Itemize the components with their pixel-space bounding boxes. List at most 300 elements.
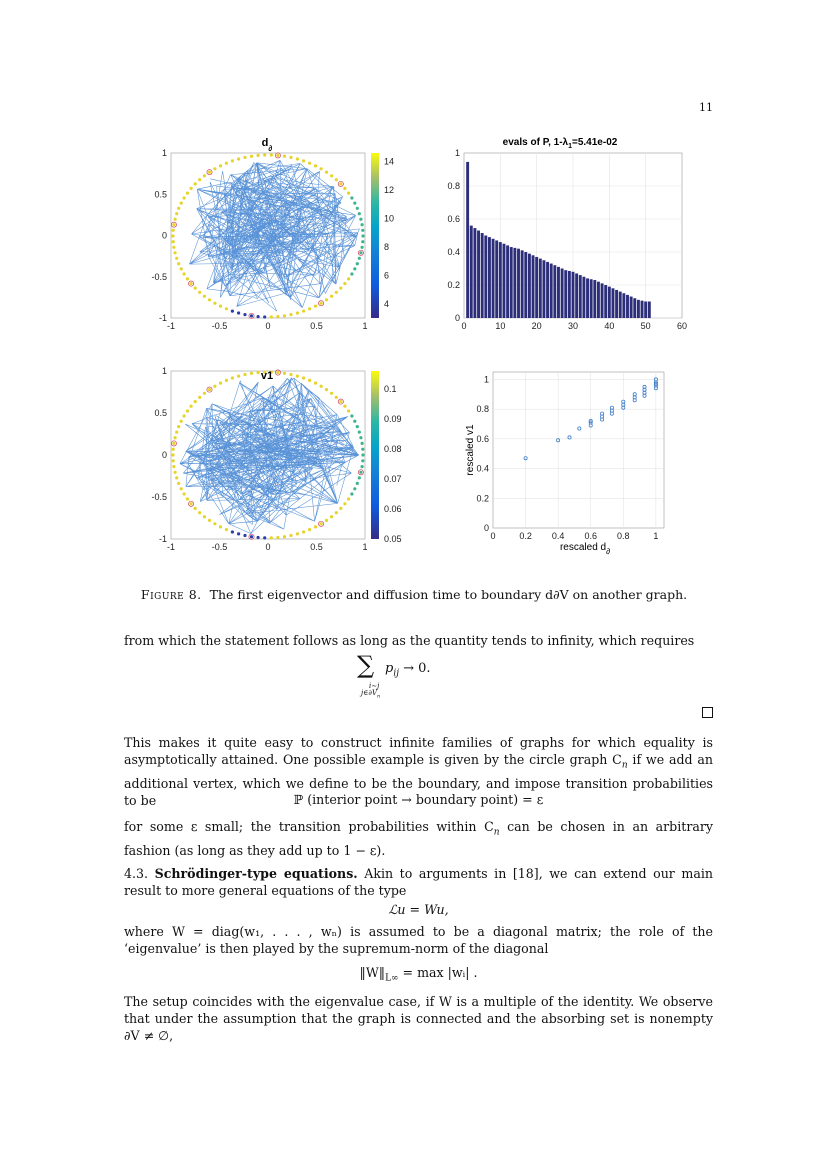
node	[347, 409, 350, 412]
node	[359, 251, 362, 254]
node	[308, 379, 311, 382]
node	[225, 162, 228, 165]
y-tick-label: -0.5	[151, 271, 167, 282]
node	[257, 154, 260, 157]
node	[174, 218, 177, 221]
panel-d-ylabel: rescaled v1	[465, 424, 476, 476]
paragraph-2: This makes it quite easy to construct infinite families of graphs for which equality is asymptotically attained. One possible example is given by the circle graph $C_n$ if we add an additional vertex, which we define to be the boundary, and impose transition probabilities to be	[124, 735, 713, 808]
eq1-under2-sub: n	[377, 693, 381, 700]
x-tick-label: 50	[640, 321, 651, 331]
node	[180, 267, 183, 270]
node	[335, 396, 338, 399]
node	[270, 153, 273, 156]
bar	[492, 239, 495, 318]
node	[339, 400, 342, 403]
figure-caption	[124, 587, 704, 602]
node	[243, 534, 246, 537]
node	[177, 482, 180, 485]
paragraph-1: from which the statement follows as long as the quantity tends to infinity, which requires	[124, 633, 695, 648]
colorbar-tick-label: 0.06	[384, 504, 402, 514]
node	[361, 246, 364, 249]
panel-evals	[447, 137, 687, 331]
node	[361, 448, 364, 451]
node	[283, 535, 286, 538]
node	[289, 156, 292, 159]
node	[243, 313, 246, 316]
node	[219, 382, 222, 385]
bar	[604, 285, 607, 318]
panel-graph-d	[151, 137, 394, 331]
node	[276, 536, 279, 539]
node	[296, 532, 299, 535]
node	[172, 465, 175, 468]
bar	[517, 249, 520, 318]
node	[171, 453, 174, 456]
node	[183, 414, 186, 417]
node	[289, 373, 292, 376]
node	[308, 528, 311, 531]
panel-scatter	[465, 372, 664, 556]
bar	[561, 269, 564, 319]
node	[172, 442, 175, 445]
node	[361, 234, 364, 237]
node	[174, 251, 177, 254]
node	[320, 522, 323, 525]
y-tick-label: 0	[454, 313, 460, 323]
node	[186, 277, 189, 280]
node	[231, 530, 234, 533]
bar	[586, 278, 589, 318]
node	[213, 167, 216, 170]
x-tick-label: 0.4	[551, 531, 565, 541]
node	[177, 425, 180, 428]
node	[347, 192, 350, 195]
node	[270, 536, 273, 539]
node	[174, 436, 177, 439]
node	[353, 487, 356, 490]
eq1-under1: i∼j	[369, 682, 380, 690]
node	[358, 431, 361, 434]
node	[237, 375, 240, 378]
node	[213, 522, 216, 525]
node	[296, 375, 299, 378]
node	[283, 314, 286, 317]
node	[276, 154, 279, 157]
x-tick-label: -1	[166, 321, 176, 331]
node	[250, 372, 253, 375]
section-title: Schrödinger-type equations.	[154, 866, 358, 881]
eq1-p: p	[385, 661, 394, 676]
node	[308, 162, 311, 165]
node	[350, 272, 353, 275]
x-tick-label: 0	[265, 321, 271, 331]
bar	[524, 252, 527, 318]
node	[330, 174, 333, 177]
x-tick-label: 1	[362, 542, 368, 552]
bar	[575, 273, 578, 318]
panel-a-title: $d_\partial$	[261, 137, 273, 153]
bar	[513, 248, 516, 318]
node	[171, 234, 174, 237]
y-tick-label: 0.2	[476, 493, 489, 504]
bar	[484, 236, 487, 319]
node	[219, 525, 222, 528]
node	[308, 307, 311, 310]
bar	[590, 279, 593, 318]
x-tick-label: -1	[166, 542, 176, 552]
node	[194, 400, 197, 403]
bar	[542, 260, 545, 318]
node	[208, 298, 211, 301]
node	[257, 315, 260, 318]
x-tick-label: 40	[604, 321, 615, 331]
bar	[637, 300, 640, 318]
x-tick-label: 10	[495, 321, 506, 331]
bar	[506, 245, 509, 318]
node	[186, 192, 189, 195]
colorbar-tick-label: 0.08	[384, 444, 402, 454]
bar	[648, 302, 651, 319]
node	[276, 371, 279, 374]
y-tick-label: 0.4	[476, 463, 489, 474]
y-tick-label: 0.2	[447, 280, 460, 290]
node	[353, 420, 356, 423]
node	[194, 182, 197, 185]
node	[177, 207, 180, 210]
node	[257, 371, 260, 374]
node	[180, 420, 183, 423]
bar	[630, 297, 633, 318]
node	[330, 392, 333, 395]
x-tick-label: 0.5	[310, 321, 323, 331]
bar	[535, 257, 538, 318]
node	[358, 257, 361, 260]
equation-prob: ℙ (interior point → boundary point) = ε	[293, 792, 544, 807]
node	[347, 277, 350, 280]
colorbar-c	[371, 371, 379, 539]
node	[343, 405, 346, 408]
node	[361, 240, 364, 243]
node	[194, 507, 197, 510]
bar	[626, 295, 629, 318]
node	[250, 155, 253, 158]
node	[263, 153, 266, 156]
node	[320, 385, 323, 388]
node	[190, 405, 193, 408]
y-tick-label: 1	[161, 366, 167, 376]
node	[183, 196, 186, 199]
bar	[572, 272, 575, 318]
colorbar-a-ticks	[384, 157, 394, 309]
paragraph-6: The setup coincides with the eigenvalue case, if W is a multiple of the identity. We observe that under the assumption that the graph is connected and the absorbing set is nonempty ∂V ≠ ∅,	[124, 994, 713, 1043]
node	[350, 492, 353, 495]
eq1-under2: j∈∂V	[361, 689, 378, 697]
bar	[612, 288, 615, 318]
node	[172, 223, 175, 226]
node	[359, 218, 362, 221]
node	[343, 187, 346, 190]
y-tick-label: -0.5	[151, 492, 167, 502]
node	[219, 305, 222, 308]
node	[356, 425, 359, 428]
bar	[608, 287, 611, 318]
panel-c-title: v1	[260, 370, 274, 382]
node	[190, 502, 193, 505]
bar	[615, 290, 618, 318]
caption-text: The first eigenvector and diffusion time to boundary d∂V on another graph.	[209, 587, 688, 602]
node	[225, 307, 228, 310]
node	[325, 171, 328, 174]
node	[356, 262, 359, 265]
node	[263, 536, 266, 539]
x-tick-label: 0	[265, 542, 271, 552]
colorbar-tick-label: 12	[384, 184, 395, 195]
qed-box	[702, 707, 713, 718]
node	[237, 157, 240, 160]
bar	[564, 270, 567, 318]
y-tick-label: 0	[161, 450, 167, 460]
node	[302, 159, 305, 162]
node	[358, 476, 361, 479]
node	[339, 507, 342, 510]
equation-schrodinger: ℒu = Wu,	[388, 902, 449, 917]
node	[361, 223, 364, 226]
bar	[619, 292, 622, 318]
node	[339, 287, 342, 290]
node	[257, 536, 260, 539]
page-number: 11	[699, 101, 713, 114]
node	[250, 535, 253, 538]
node	[335, 291, 338, 294]
node	[356, 482, 359, 485]
node	[172, 459, 175, 462]
bar	[470, 226, 473, 318]
node	[302, 530, 305, 533]
colorbar-tick-label: 0.07	[384, 474, 402, 484]
bar	[579, 275, 582, 318]
node	[190, 187, 193, 190]
y-tick-label: -1	[158, 313, 167, 323]
panel-d-xlabel: rescaled $d_\partial$	[559, 542, 611, 556]
node	[172, 240, 175, 243]
bar	[597, 282, 600, 318]
node	[358, 212, 361, 215]
node	[194, 287, 197, 290]
y-tick-label: 0.8	[447, 181, 460, 191]
node	[175, 431, 178, 434]
node	[203, 295, 206, 298]
node	[198, 291, 201, 294]
node	[225, 379, 228, 382]
node	[350, 414, 353, 417]
bar	[503, 244, 506, 318]
bar	[568, 271, 571, 318]
y-tick-label: 1	[483, 374, 489, 385]
node	[289, 534, 292, 537]
x-tick-label: 0.8	[617, 531, 630, 541]
node	[203, 392, 206, 395]
node	[359, 436, 362, 439]
node	[296, 311, 299, 314]
eq1-sub: ij	[393, 668, 399, 679]
node	[213, 385, 216, 388]
node	[325, 388, 328, 391]
node	[208, 519, 211, 522]
node	[231, 159, 234, 162]
node	[343, 282, 346, 285]
colorbar-tick-label: 8	[384, 241, 390, 252]
node	[175, 476, 178, 479]
node	[314, 305, 317, 308]
colorbar-tick-label: 14	[384, 156, 395, 167]
node	[325, 298, 328, 301]
x-tick-label: 30	[567, 321, 579, 331]
node	[361, 465, 364, 468]
bar	[622, 293, 625, 318]
y-tick-label: 0.5	[154, 189, 167, 200]
x-tick-label: 0.6	[584, 531, 597, 541]
y-tick-label: 0	[483, 523, 489, 533]
node	[314, 382, 317, 385]
node	[314, 525, 317, 528]
bar	[499, 242, 502, 318]
colorbar-tick-label: 0.1	[384, 384, 397, 394]
node	[183, 492, 186, 495]
bar	[546, 262, 549, 318]
node	[270, 315, 273, 318]
bar	[477, 231, 480, 318]
bar	[557, 267, 560, 318]
x-tick-label: 0.5	[310, 542, 323, 552]
node	[175, 212, 178, 215]
node	[225, 528, 228, 531]
node	[330, 515, 333, 518]
node	[172, 448, 175, 451]
y-tick-label: 1	[161, 148, 167, 158]
equation-norm: $‖W‖_{L\infty} = \max$ |wᵢ| .	[359, 965, 478, 984]
node	[213, 302, 216, 305]
paragraph-3: for some ε small; the transition probabilities within $C_n$ can be chosen in an arbitrary fashion (as long as they add up to 1 − ε).	[124, 819, 713, 858]
node	[289, 313, 292, 316]
panel-graph-v1	[151, 366, 401, 552]
bar	[488, 237, 491, 318]
y-tick-label: 0.6	[447, 214, 460, 224]
bar	[641, 301, 644, 318]
node	[203, 174, 206, 177]
node	[276, 315, 279, 318]
section-number: 4.3.	[124, 866, 149, 881]
bar	[550, 264, 553, 318]
node	[353, 267, 356, 270]
bar	[644, 302, 647, 319]
panel-d-axes	[493, 372, 664, 528]
node	[330, 295, 333, 298]
node	[180, 202, 183, 205]
node	[343, 502, 346, 505]
x-tick-label: 1	[362, 321, 368, 331]
sum-symbol: ∑	[357, 651, 375, 679]
node	[198, 178, 201, 181]
x-tick-label: 0	[490, 531, 496, 541]
x-tick-label: 20	[531, 321, 542, 331]
colorbar-tick-label: 10	[384, 213, 395, 224]
paragraph-5: where W = diag(w₁, . . . , wₙ) is assumed to be a diagonal matrix; the role of the ‘eigenvalue’ is then played by the supremum-norm of the diagonal	[124, 924, 713, 956]
x-tick-label: -0.5	[211, 321, 228, 331]
colorbar-tick-label: 0.05	[384, 534, 402, 544]
node	[356, 207, 359, 210]
node	[359, 471, 362, 474]
node	[302, 310, 305, 313]
node	[353, 202, 356, 205]
y-tick-label: -1	[158, 534, 167, 544]
bar	[521, 250, 524, 318]
node	[208, 388, 211, 391]
section-4-3: 4.3. Schrödinger-type equations. Akin to arguments in [18], we can extend our main result to more general equations of the type	[124, 866, 713, 898]
node	[350, 196, 353, 199]
node	[335, 178, 338, 181]
node	[283, 372, 286, 375]
node	[361, 459, 364, 462]
node	[174, 471, 177, 474]
node	[243, 373, 246, 376]
bar	[528, 254, 531, 318]
x-tick-label: 0.2	[519, 531, 532, 541]
bar	[532, 255, 535, 318]
node	[250, 314, 253, 317]
node	[208, 171, 211, 174]
equation-sum	[357, 651, 477, 703]
node	[263, 315, 266, 318]
colorbar-tick-label: 6	[384, 270, 390, 281]
x-tick-label: 60	[676, 321, 688, 331]
node	[172, 229, 175, 232]
node	[190, 282, 193, 285]
colorbar-a	[371, 153, 379, 318]
node	[361, 453, 364, 456]
node	[231, 310, 234, 313]
x-tick-label: 0	[461, 321, 467, 331]
node	[237, 311, 240, 314]
colorbar-c-ticks	[384, 384, 402, 544]
y-tick-label: 0.5	[154, 408, 167, 418]
node	[198, 511, 201, 514]
y-tick-label: 0	[161, 230, 167, 241]
bar	[539, 259, 542, 318]
panel-b-title: evals of P, $1-\lambda_1=5.41e-02$	[502, 137, 618, 150]
node	[183, 272, 186, 275]
bar	[495, 240, 498, 318]
node	[335, 511, 338, 514]
bar	[633, 298, 636, 318]
node	[198, 396, 201, 399]
colorbar-tick-label: 0.09	[384, 414, 402, 424]
node	[203, 515, 206, 518]
node	[186, 409, 189, 412]
x-tick-label: -0.5	[211, 542, 228, 552]
node	[177, 262, 180, 265]
eq1-tail: → 0.	[399, 661, 431, 676]
bar	[582, 277, 585, 318]
node	[361, 442, 364, 445]
node	[231, 376, 234, 379]
node	[347, 497, 350, 500]
y-tick-label: 0.6	[476, 433, 489, 444]
node	[175, 257, 178, 260]
node	[180, 487, 183, 490]
node	[302, 376, 305, 379]
node	[186, 497, 189, 500]
node	[243, 156, 246, 159]
